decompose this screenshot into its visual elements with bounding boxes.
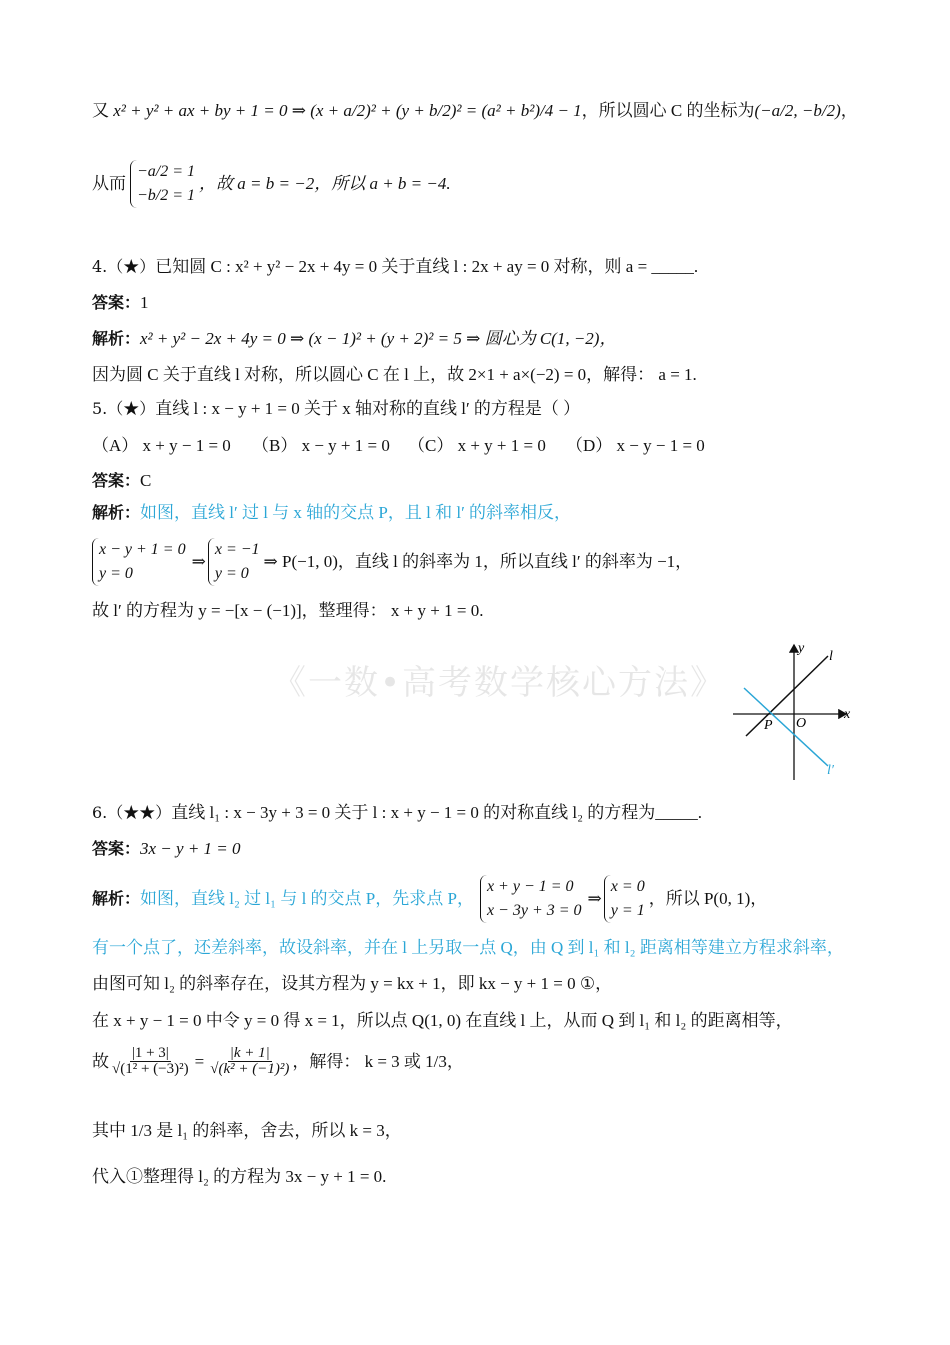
- q5-option-d: （D） x − y − 1 = 0: [566, 436, 705, 455]
- fig-label-y: y: [798, 641, 805, 656]
- distance-fraction-l2: $\frac{|k + 1|}{\text{√(k² + (−1)²)}}$: [210, 1045, 290, 1077]
- fig-label-O: O: [796, 716, 807, 731]
- q6-analysis-7: 代入①整理得 l₂ 的方程为 3x − y + 1 = 0.: [92, 1167, 387, 1186]
- q5-analysis-3: 故 l′ 的方程为 y = −[x − (−1)]，整理得： x + y + 1 = 0.: [92, 601, 484, 620]
- q6-system-2: x = 0 y = 1: [604, 875, 645, 923]
- q4-answer: 答案：1: [92, 293, 149, 312]
- q6-analysis-3: 由图可知 l₂ 的斜率存在，设其方程为 y = kx + 1，即 kx − y + 1 = 0 ①，: [92, 974, 613, 993]
- q5-analysis-1: 解析：如图，直线 l′ 过 l 与 x 轴的交点 P，且 l 和 l′ 的斜率相反，: [92, 503, 572, 522]
- q6-system-1: x + y − 1 = 0 x − 3y + 3 = 0: [480, 875, 582, 923]
- q4-analysis-1: 解析：x² + y² − 2x + 4y = 0 ⇒ (x − 1)² + (y + 2)² = 5 ⇒ 圆心为 C(1, −2)，: [92, 329, 617, 348]
- q5-figure: [728, 640, 858, 785]
- line-l: [746, 656, 828, 736]
- s3-line1: 又 x² + y² + ax + by + 1 = 0 ⇒ (x + a/2)² + (y + b/2)² = (a² + b²)/4 − 1，所以圆心 C 的坐标为(−a/2, −b/2)，: [92, 101, 858, 120]
- q5-option-c: （C） x + y + 1 = 0: [408, 436, 546, 455]
- q6-analysis-5: 故 $\frac{|1 + 3|}{\text{√(1² + (−3)²)}}$ = $\frac{|k + 1|}{\text{√(k² + (−1)²)}}$ ，解得： k = 3 或 1/3，: [92, 1045, 464, 1077]
- s3-line2: 从而 −a/2 = 1 −b/2 = 1 ，故 a = b = −2，所以 a + b = −4.: [92, 160, 451, 208]
- q4-question: 4.（★）已知圆 C : x² + y² − 2x + 4y = 0 关于直线 l : 2x + ay = 0 对称，则 a = _____.: [92, 257, 699, 276]
- q5-answer: 答案：C: [92, 471, 152, 490]
- q5-option-a: （A） x + y − 1 = 0: [92, 436, 231, 455]
- distance-fraction-l1: $\frac{|1 + 3|}{\text{√(1² + (−3)²)}}$: [112, 1045, 189, 1077]
- q6-question: 6.（★★）直线 l₁ : x − 3y + 3 = 0 关于 l : x + y − 1 = 0 的对称直线 l₂ 的方程为_____.: [92, 803, 703, 822]
- q5-question: 5.（★）直线 l : x − y + 1 = 0 关于 x 轴对称的直线 l′ 的方程是（ ）: [92, 399, 581, 418]
- fig-label-P: P: [764, 718, 773, 733]
- fig-label-l: l: [829, 649, 833, 664]
- fig-label-lp: l′: [827, 763, 834, 778]
- fig-label-x: x: [844, 707, 851, 722]
- q5-analysis-2: x − y + 1 = 0 y = 0 ⇒ x = −1 y = 0 ⇒ P(−1, 0)，直线 l 的斜率为 1，所以直线 l′ 的斜率为 −1，: [92, 538, 692, 586]
- s3-system: −a/2 = 1 −b/2 = 1: [130, 160, 195, 208]
- q6-analysis-6: 其中 1/3 是 l₁ 的斜率，舍去，所以 k = 3，: [92, 1121, 402, 1140]
- q6-analysis-4: 在 x + y − 1 = 0 中令 y = 0 得 x = 1，所以点 Q(1, 0) 在直线 l 上，从而 Q 到 l₁ 和 l₂ 的距离相等，: [92, 1011, 793, 1030]
- line-l-prime: [744, 688, 828, 766]
- q6-analysis-1: 解析： 如图，直线 l₂ 过 l₁ 与 l 的交点 P，先求点 P， x + y − 1 = 0 x − 3y + 3 = 0 ⇒ x = 0 y = 1 ，所以 P(0, 1)，: [92, 875, 767, 923]
- watermark: 《一数•高考数学核心方法》: [272, 663, 727, 703]
- q5-system-1: x − y + 1 = 0 y = 0: [92, 538, 186, 586]
- q4-analysis-2: 因为圆 C 关于直线 l 对称，所以圆心 C 在 l 上，故 2×1 + a×(−2) = 0，解得： a = 1.: [92, 365, 697, 384]
- q6-answer: 答案：3x − y + 1 = 0: [92, 839, 241, 858]
- q6-analysis-2: 有一个点了，还差斜率，故设斜率，并在 l 上另取一点 Q，由 Q 到 l₁ 和 l₂ 距离相等建立方程求斜率，: [92, 938, 844, 957]
- q5-option-b: （B） x − y + 1 = 0: [252, 436, 390, 455]
- q5-system-2: x = −1 y = 0: [208, 538, 260, 586]
